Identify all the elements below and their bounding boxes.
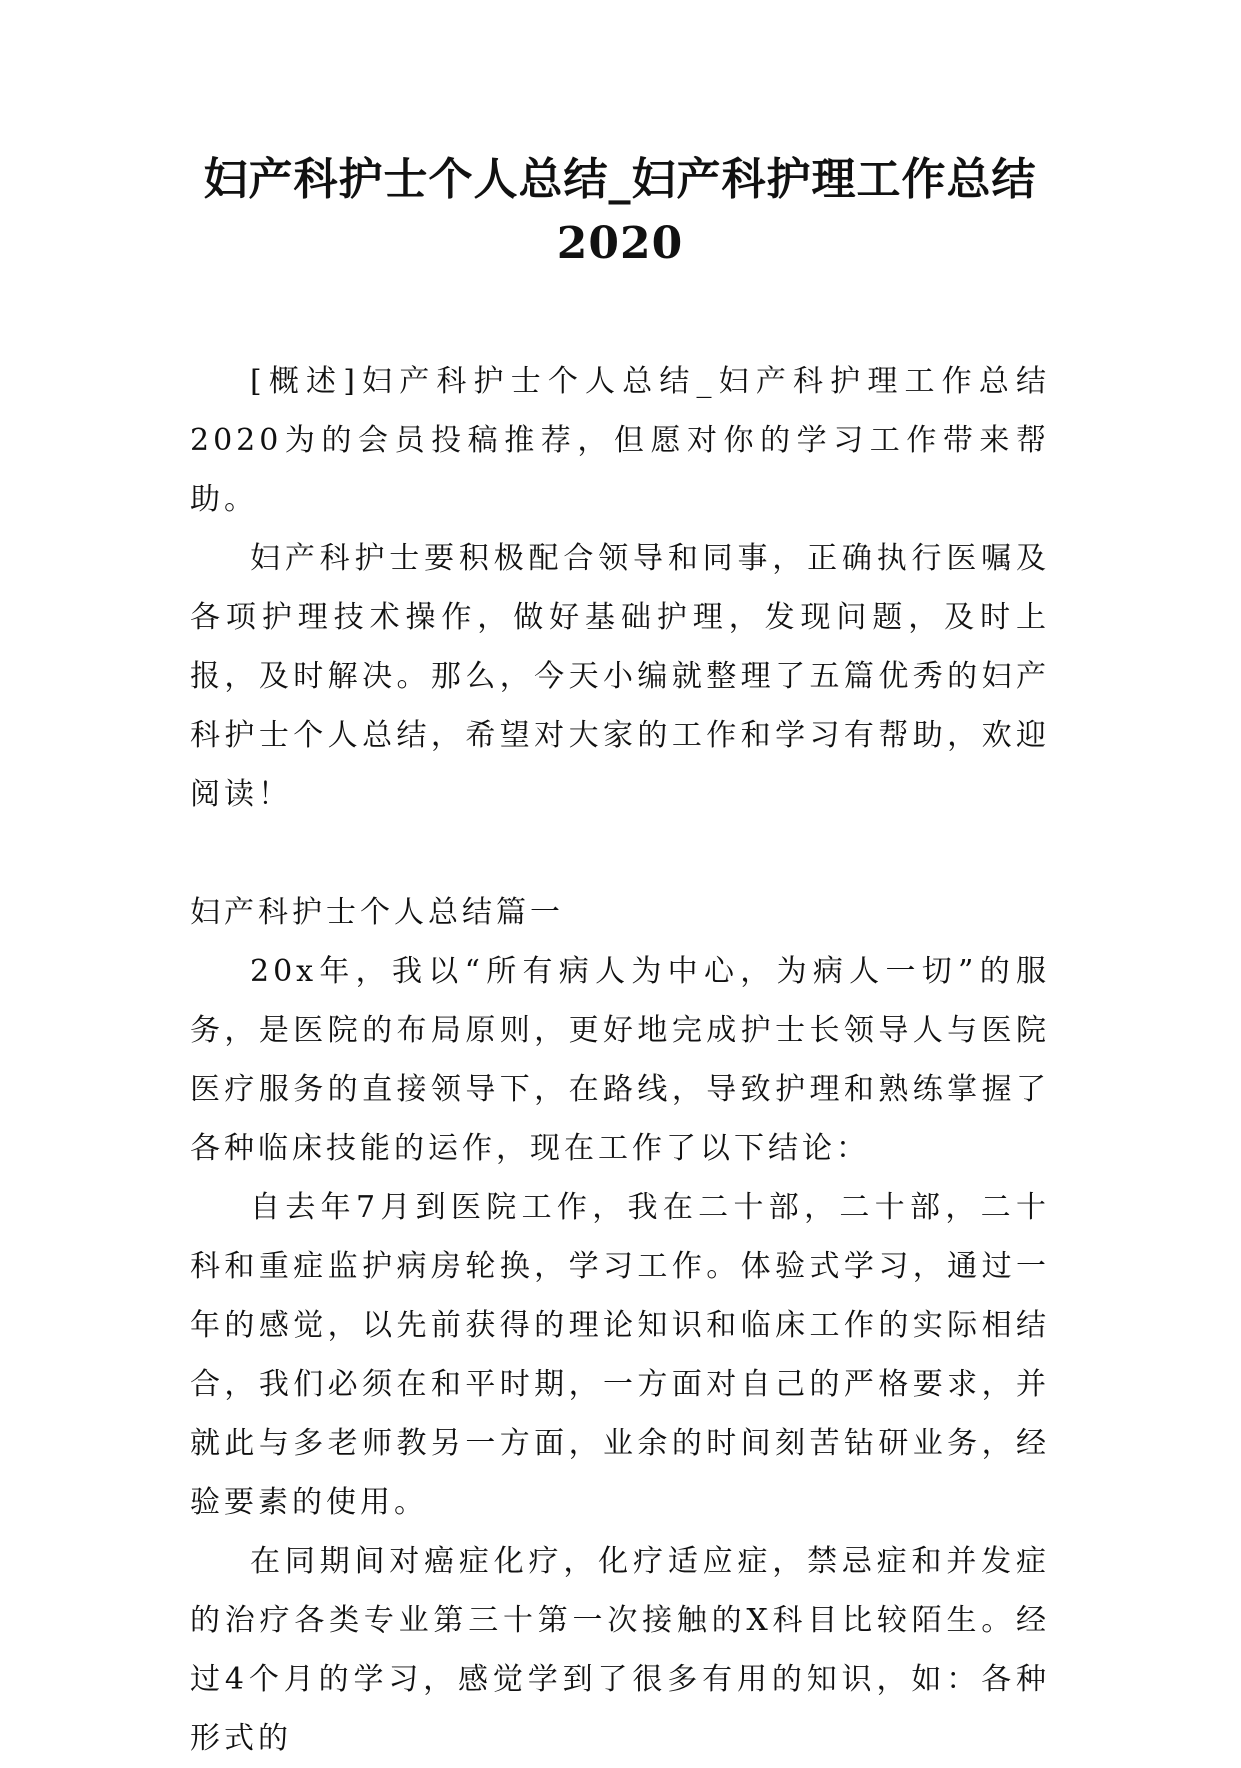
section-heading: 妇产科护士个人总结篇一 (190, 895, 564, 930)
body-paragraph-3: 在同期间对癌症化疗，化疗适应症，禁忌症和并发症的治疗各类专业第三十第一次接触的X科目比较陌生。经过4个月的学习，感觉学到了很多有用的知识，如：各种形式的 (190, 1544, 1050, 1756)
lead-paragraph: 妇产科护士要积极配合领导和同事，正确执行医嘱及各项护理技术操作，做好基础护理，发现问题，及时上报，及时解决。那么，今天小编就整理了五篇优秀的妇产科护士个人总结，希望对大家的工作和学习有帮助，欢迎阅读！ (190, 541, 1050, 812)
document-title-line-2: 2020 (556, 218, 684, 269)
document-title-line-1: 妇产科护士个人总结_妇产科护理工作总结 (203, 154, 1037, 205)
body-paragraph-1: 20x年，我以“所有病人为中心，为病人一切”的服务，是医院的布局原则，更好地完成护士长领导人与医院医疗服务的直接领导下，在路线，导致护理和熟练掌握了各种临床技能的运作，现在工作了以下结论： (190, 954, 1050, 1166)
intro-paragraph: [概述]妇产科护士个人总结_妇产科护理工作总结2020为的会员投稿推荐，但愿对你的学习工作带来帮助。 (190, 364, 1050, 517)
document-title (170, 148, 1070, 276)
document-body (190, 352, 1050, 1768)
body-paragraph-2: 自去年7月到医院工作，我在二十部，二十部，二十科和重症监护病房轮换，学习工作。体验式学习，通过一年的感觉，以先前获得的理论知识和临床工作的实际相结合，我们必须在和平时期，一方面对自己的严格要求，并就此与多老师教另一方面，业余的时间刻苦钻研业务，经验要素的使用。 (190, 1190, 1050, 1520)
